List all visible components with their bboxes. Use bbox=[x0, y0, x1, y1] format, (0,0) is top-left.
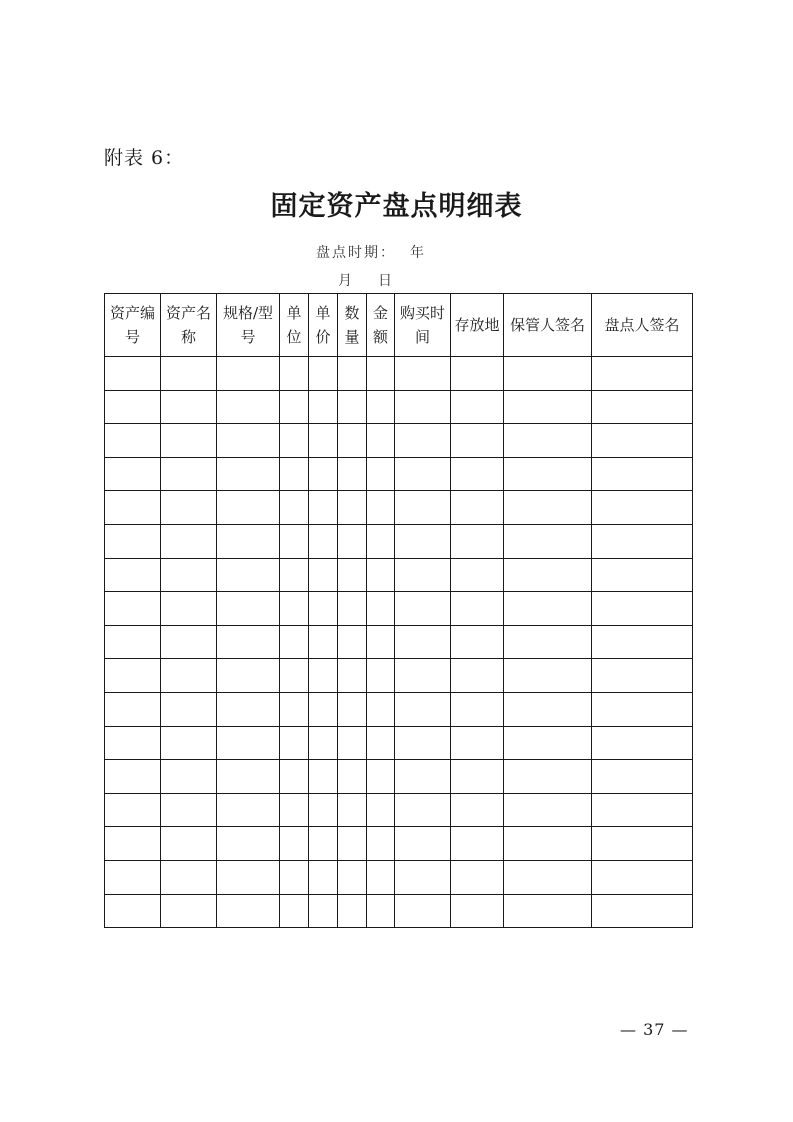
table-cell[interactable] bbox=[451, 390, 504, 424]
table-cell[interactable] bbox=[504, 827, 592, 861]
table-cell[interactable] bbox=[451, 625, 504, 659]
header-custodian-signature: 保管人签名 bbox=[504, 294, 592, 357]
table-cell[interactable] bbox=[504, 860, 592, 894]
table-row bbox=[105, 390, 693, 424]
table-cell[interactable] bbox=[338, 357, 367, 391]
table-cell[interactable] bbox=[217, 894, 280, 928]
table-cell[interactable] bbox=[161, 558, 217, 592]
table-cell[interactable] bbox=[217, 491, 280, 525]
table-cell[interactable] bbox=[367, 827, 395, 861]
table-cell[interactable] bbox=[105, 894, 161, 928]
table-cell[interactable] bbox=[161, 692, 217, 726]
table-cell[interactable] bbox=[161, 659, 217, 693]
table-cell[interactable] bbox=[504, 357, 592, 391]
table-cell[interactable] bbox=[451, 424, 504, 458]
inventory-date-label: 盘点时期： bbox=[316, 245, 396, 261]
table-cell[interactable] bbox=[217, 424, 280, 458]
table-cell[interactable] bbox=[105, 357, 161, 391]
table-cell[interactable] bbox=[592, 860, 693, 894]
table-cell[interactable] bbox=[338, 760, 367, 794]
table-cell[interactable] bbox=[217, 692, 280, 726]
table-cell[interactable] bbox=[592, 592, 693, 626]
header-storage-location: 存放地 bbox=[451, 294, 504, 357]
table-cell[interactable] bbox=[451, 726, 504, 760]
table-cell[interactable] bbox=[451, 827, 504, 861]
table-cell[interactable] bbox=[451, 760, 504, 794]
table-cell[interactable] bbox=[309, 457, 338, 491]
table-cell[interactable] bbox=[105, 457, 161, 491]
table-cell[interactable] bbox=[309, 760, 338, 794]
table-cell[interactable] bbox=[504, 692, 592, 726]
table-cell[interactable] bbox=[280, 457, 309, 491]
header-unit-price: 单 价 bbox=[309, 294, 338, 357]
table-cell[interactable] bbox=[592, 390, 693, 424]
table-cell[interactable] bbox=[592, 424, 693, 458]
table-cell[interactable] bbox=[338, 592, 367, 626]
table-cell[interactable] bbox=[395, 424, 451, 458]
table-cell[interactable] bbox=[451, 860, 504, 894]
table-cell[interactable] bbox=[592, 894, 693, 928]
header-spec-model: 规格/型 号 bbox=[217, 294, 280, 357]
table-cell[interactable] bbox=[309, 558, 338, 592]
table-row bbox=[105, 625, 693, 659]
table-cell[interactable] bbox=[592, 625, 693, 659]
table-cell[interactable] bbox=[105, 860, 161, 894]
table-cell[interactable] bbox=[280, 491, 309, 525]
table-cell[interactable] bbox=[161, 524, 217, 558]
table-cell[interactable] bbox=[504, 558, 592, 592]
table-cell[interactable] bbox=[280, 558, 309, 592]
table-cell[interactable] bbox=[395, 692, 451, 726]
table-cell[interactable] bbox=[217, 592, 280, 626]
table-cell[interactable] bbox=[280, 692, 309, 726]
table-cell[interactable] bbox=[451, 524, 504, 558]
table-cell[interactable] bbox=[395, 592, 451, 626]
table-cell[interactable] bbox=[338, 625, 367, 659]
table-cell[interactable] bbox=[309, 726, 338, 760]
table-cell[interactable] bbox=[367, 793, 395, 827]
table-cell[interactable] bbox=[280, 524, 309, 558]
table-cell[interactable] bbox=[309, 860, 338, 894]
table-cell[interactable] bbox=[280, 625, 309, 659]
table-cell[interactable] bbox=[309, 357, 338, 391]
table-cell[interactable] bbox=[309, 390, 338, 424]
table-cell[interactable] bbox=[367, 558, 395, 592]
table-cell[interactable] bbox=[367, 726, 395, 760]
table-cell[interactable] bbox=[451, 491, 504, 525]
table-cell[interactable] bbox=[105, 793, 161, 827]
header-purchase-date: 购买时 间 bbox=[395, 294, 451, 357]
table-cell[interactable] bbox=[280, 894, 309, 928]
table-cell[interactable] bbox=[338, 827, 367, 861]
table-cell[interactable] bbox=[367, 357, 395, 391]
table-row bbox=[105, 726, 693, 760]
table-cell[interactable] bbox=[309, 491, 338, 525]
table-cell[interactable] bbox=[395, 827, 451, 861]
table-cell[interactable] bbox=[338, 659, 367, 693]
table-cell[interactable] bbox=[592, 659, 693, 693]
table-cell[interactable] bbox=[451, 894, 504, 928]
table-cell[interactable] bbox=[451, 357, 504, 391]
table-row bbox=[105, 894, 693, 928]
table-cell[interactable] bbox=[217, 524, 280, 558]
table-cell[interactable] bbox=[309, 894, 338, 928]
table-cell[interactable] bbox=[309, 793, 338, 827]
table-cell[interactable] bbox=[309, 659, 338, 693]
table-cell[interactable] bbox=[367, 424, 395, 458]
table-cell[interactable] bbox=[217, 860, 280, 894]
table-cell[interactable] bbox=[395, 357, 451, 391]
table-cell[interactable] bbox=[280, 726, 309, 760]
table-cell[interactable] bbox=[504, 390, 592, 424]
table-cell[interactable] bbox=[161, 357, 217, 391]
table-cell[interactable] bbox=[105, 524, 161, 558]
header-unit: 单 位 bbox=[280, 294, 309, 357]
table-cell[interactable] bbox=[338, 793, 367, 827]
table-cell[interactable] bbox=[280, 357, 309, 391]
table-cell[interactable] bbox=[338, 390, 367, 424]
table-cell[interactable] bbox=[105, 692, 161, 726]
table-cell[interactable] bbox=[395, 726, 451, 760]
table-cell[interactable] bbox=[309, 692, 338, 726]
table-cell[interactable] bbox=[309, 827, 338, 861]
table-cell[interactable] bbox=[395, 894, 451, 928]
table-cell[interactable] bbox=[338, 457, 367, 491]
table-cell[interactable] bbox=[504, 491, 592, 525]
table-cell[interactable] bbox=[105, 592, 161, 626]
table-cell[interactable] bbox=[367, 692, 395, 726]
table-cell[interactable] bbox=[504, 592, 592, 626]
table-cell[interactable] bbox=[592, 760, 693, 794]
appendix-label: 附表 6： bbox=[104, 147, 185, 169]
table-cell[interactable] bbox=[592, 793, 693, 827]
table-cell[interactable] bbox=[280, 793, 309, 827]
table-cell[interactable] bbox=[105, 558, 161, 592]
table-row bbox=[105, 827, 693, 861]
table-cell[interactable] bbox=[367, 625, 395, 659]
header-inspector-signature: 盘点人签名 bbox=[592, 294, 693, 357]
table-cell[interactable] bbox=[105, 625, 161, 659]
table-cell[interactable] bbox=[395, 760, 451, 794]
table-cell[interactable] bbox=[338, 692, 367, 726]
table-cell[interactable] bbox=[592, 491, 693, 525]
table-cell[interactable] bbox=[395, 793, 451, 827]
table-cell[interactable] bbox=[280, 860, 309, 894]
page-number: — 37 — bbox=[620, 1020, 689, 1039]
table-cell[interactable] bbox=[395, 659, 451, 693]
table-row bbox=[105, 491, 693, 525]
table-cell[interactable] bbox=[367, 390, 395, 424]
table-cell[interactable] bbox=[217, 726, 280, 760]
table-cell[interactable] bbox=[504, 894, 592, 928]
table-cell[interactable] bbox=[309, 625, 338, 659]
table-cell[interactable] bbox=[367, 592, 395, 626]
inventory-month-unit: 月 bbox=[338, 273, 352, 289]
table-cell[interactable] bbox=[592, 692, 693, 726]
table-cell[interactable] bbox=[161, 860, 217, 894]
table-cell[interactable] bbox=[105, 424, 161, 458]
table-cell[interactable] bbox=[338, 860, 367, 894]
inventory-date-line bbox=[316, 242, 426, 262]
asset-inventory-table bbox=[104, 293, 693, 928]
table-cell[interactable] bbox=[338, 524, 367, 558]
table-cell[interactable] bbox=[105, 827, 161, 861]
table-cell[interactable] bbox=[309, 592, 338, 626]
table-cell[interactable] bbox=[592, 357, 693, 391]
table-cell[interactable] bbox=[504, 625, 592, 659]
table-row bbox=[105, 793, 693, 827]
table-body bbox=[105, 357, 693, 928]
table-cell[interactable] bbox=[395, 558, 451, 592]
table-cell[interactable] bbox=[451, 592, 504, 626]
table-cell[interactable] bbox=[592, 524, 693, 558]
table-cell[interactable] bbox=[592, 457, 693, 491]
table-cell[interactable] bbox=[217, 659, 280, 693]
table-cell[interactable] bbox=[367, 659, 395, 693]
table-cell[interactable] bbox=[504, 457, 592, 491]
table-cell[interactable] bbox=[161, 390, 217, 424]
table-cell[interactable] bbox=[309, 424, 338, 458]
header-asset-code: 资产编 号 bbox=[105, 294, 161, 357]
inventory-day-unit: 日 bbox=[378, 273, 392, 289]
table-cell[interactable] bbox=[280, 390, 309, 424]
table-row bbox=[105, 424, 693, 458]
table-cell[interactable] bbox=[161, 491, 217, 525]
table-cell[interactable] bbox=[367, 760, 395, 794]
table-header-row bbox=[105, 294, 693, 357]
table-cell[interactable] bbox=[217, 390, 280, 424]
table-cell[interactable] bbox=[280, 424, 309, 458]
table-cell[interactable] bbox=[592, 827, 693, 861]
table-cell[interactable] bbox=[338, 491, 367, 525]
inventory-date-month-day bbox=[338, 270, 392, 290]
table-row bbox=[105, 357, 693, 391]
table-cell[interactable] bbox=[504, 424, 592, 458]
inventory-year-unit: 年 bbox=[410, 245, 426, 261]
table-cell[interactable] bbox=[217, 827, 280, 861]
table-cell[interactable] bbox=[338, 894, 367, 928]
table-cell[interactable] bbox=[367, 860, 395, 894]
table-cell[interactable] bbox=[504, 659, 592, 693]
table-row bbox=[105, 692, 693, 726]
header-asset-name: 资产名 称 bbox=[161, 294, 217, 357]
table-cell[interactable] bbox=[395, 390, 451, 424]
table-cell[interactable] bbox=[280, 659, 309, 693]
table-cell[interactable] bbox=[451, 659, 504, 693]
table-cell[interactable] bbox=[161, 457, 217, 491]
table-cell[interactable] bbox=[309, 524, 338, 558]
table-row bbox=[105, 558, 693, 592]
table-cell[interactable] bbox=[280, 827, 309, 861]
table-cell[interactable] bbox=[395, 457, 451, 491]
table-cell[interactable] bbox=[217, 357, 280, 391]
table-row bbox=[105, 659, 693, 693]
table-cell[interactable] bbox=[451, 793, 504, 827]
header-quantity: 数 量 bbox=[338, 294, 367, 357]
table-cell[interactable] bbox=[161, 894, 217, 928]
table-cell[interactable] bbox=[367, 457, 395, 491]
table-cell[interactable] bbox=[395, 625, 451, 659]
table-cell[interactable] bbox=[217, 760, 280, 794]
table-row bbox=[105, 592, 693, 626]
table-cell[interactable] bbox=[161, 592, 217, 626]
table-row bbox=[105, 457, 693, 491]
table-cell[interactable] bbox=[217, 558, 280, 592]
table-cell[interactable] bbox=[504, 726, 592, 760]
table-cell[interactable] bbox=[592, 558, 693, 592]
table-cell[interactable] bbox=[338, 726, 367, 760]
table-cell[interactable] bbox=[105, 760, 161, 794]
table-cell[interactable] bbox=[161, 726, 217, 760]
table-cell[interactable] bbox=[161, 760, 217, 794]
table-cell[interactable] bbox=[161, 625, 217, 659]
table-cell[interactable] bbox=[367, 491, 395, 525]
table-cell[interactable] bbox=[451, 692, 504, 726]
table-cell[interactable] bbox=[217, 793, 280, 827]
table-cell[interactable] bbox=[161, 424, 217, 458]
table-cell[interactable] bbox=[367, 524, 395, 558]
table-cell[interactable] bbox=[105, 491, 161, 525]
table-cell[interactable] bbox=[395, 491, 451, 525]
table-cell[interactable] bbox=[367, 894, 395, 928]
table-cell[interactable] bbox=[338, 424, 367, 458]
table-cell[interactable] bbox=[105, 659, 161, 693]
table-cell[interactable] bbox=[395, 860, 451, 894]
table-cell[interactable] bbox=[504, 760, 592, 794]
table-cell[interactable] bbox=[592, 726, 693, 760]
table-cell[interactable] bbox=[217, 625, 280, 659]
table-cell[interactable] bbox=[161, 827, 217, 861]
table-cell[interactable] bbox=[451, 457, 504, 491]
table-cell[interactable] bbox=[105, 390, 161, 424]
table-cell[interactable] bbox=[504, 793, 592, 827]
table-cell[interactable] bbox=[280, 592, 309, 626]
table-cell[interactable] bbox=[338, 558, 367, 592]
table-cell[interactable] bbox=[161, 793, 217, 827]
table-cell[interactable] bbox=[395, 524, 451, 558]
table-cell[interactable] bbox=[504, 524, 592, 558]
header-amount: 金 额 bbox=[367, 294, 395, 357]
page-title: 固定资产盘点明细表 bbox=[270, 191, 523, 222]
table-cell[interactable] bbox=[217, 457, 280, 491]
table-cell[interactable] bbox=[280, 760, 309, 794]
table-row bbox=[105, 760, 693, 794]
table-row bbox=[105, 860, 693, 894]
table-row bbox=[105, 524, 693, 558]
table-cell[interactable] bbox=[105, 726, 161, 760]
table-cell[interactable] bbox=[451, 558, 504, 592]
